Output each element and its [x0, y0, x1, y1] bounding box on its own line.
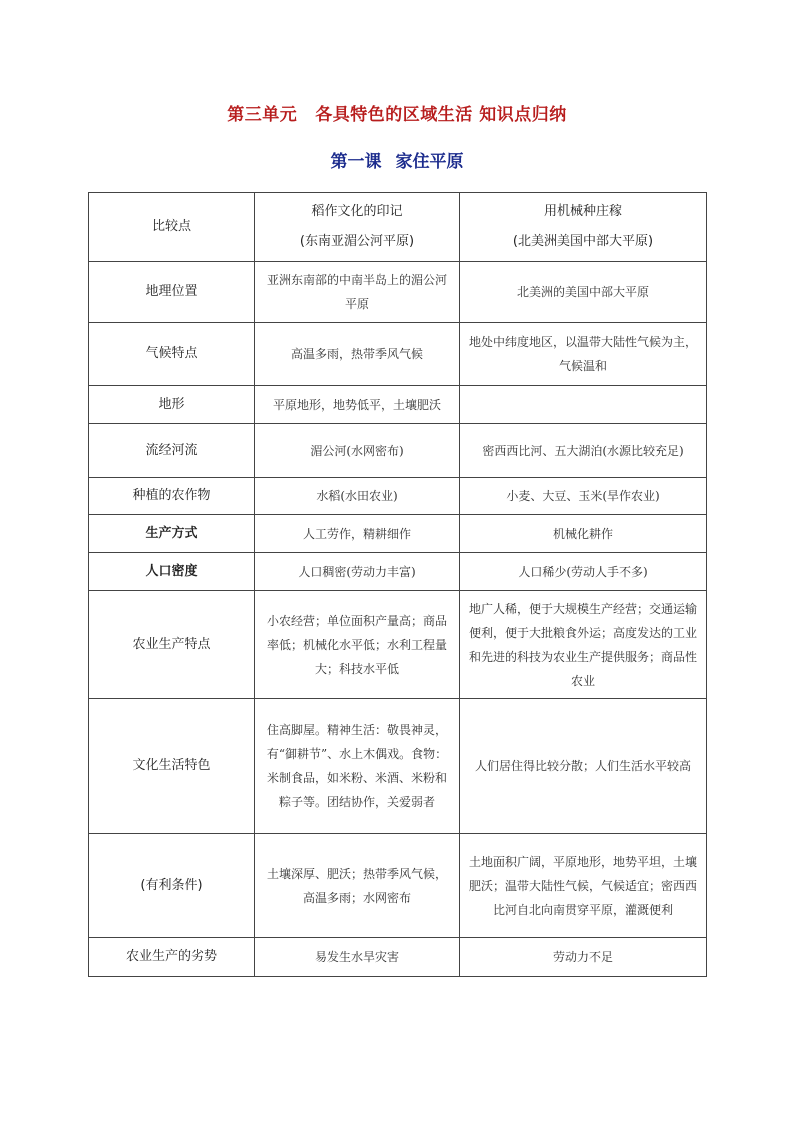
table-row	[89, 262, 707, 323]
cell-mekong: 土壤深厚、肥沃；热带季风气候，高温多雨；水网密布	[255, 834, 460, 938]
unit-topic: 各具特色的区域生活	[315, 105, 473, 125]
row-label: 文化生活特色	[89, 699, 255, 834]
cell-mekong: 水稻(水田农业)	[255, 478, 460, 515]
cell-usa: 劳动力不足	[460, 938, 707, 977]
cell-usa: 密西西比河、五大湖泊(水源比较充足)	[460, 424, 707, 478]
cell-mekong: 高温多雨，热带季风气候	[255, 323, 460, 386]
cell-mekong: 平原地形，地势低平，土壤肥沃	[255, 386, 460, 424]
header-compare: 比较点	[89, 193, 255, 262]
row-label: (有利条件)	[89, 834, 255, 938]
row-label: 地理位置	[89, 262, 255, 323]
cell-usa: 地处中纬度地区，以温带大陆性气候为主，气候温和	[460, 323, 707, 386]
header-col1-region: (东南亚湄公河平原)	[299, 234, 415, 249]
cell-usa: 土地面积广阔，平原地形，地势平坦，土壤肥沃；温带大陆性气候，气候适宜；密西西比河自北向南贯穿平原，灌溉便利	[460, 834, 707, 938]
lesson-name: 家住平原	[395, 152, 464, 172]
table-row	[89, 553, 707, 591]
table-row	[89, 386, 707, 424]
row-label: 种植的农作物	[89, 478, 255, 515]
unit-label: 第三单元	[227, 105, 298, 125]
header-col2-title: 用机械种庄稼	[543, 204, 622, 219]
page-title	[0, 100, 794, 125]
table-row	[89, 478, 707, 515]
cell-mekong: 易发生水旱灾害	[255, 938, 460, 977]
row-label: 农业生产的劣势	[89, 938, 255, 977]
table-row	[89, 834, 707, 938]
cell-mekong: 小农经营；单位面积产量高；商品率低；机械化水平低；水利工程量大；科技水平低	[255, 591, 460, 699]
cell-mekong: 亚洲东南部的中南半岛上的湄公河平原	[255, 262, 460, 323]
cell-mekong: 湄公河(水网密布)	[255, 424, 460, 478]
cell-usa: 人们居住得比较分散；人们生活水平较高	[460, 699, 707, 834]
cell-mekong: 人工劳作，精耕细作	[255, 515, 460, 553]
cell-mekong: 人口稠密(劳动力丰富)	[255, 553, 460, 591]
row-label: 气候特点	[89, 323, 255, 386]
header-col2	[460, 193, 707, 262]
comparison-table	[88, 192, 707, 977]
cell-usa: 机械化耕作	[460, 515, 707, 553]
header-col1-title: 稻作文化的印记	[311, 204, 403, 219]
table-row	[89, 424, 707, 478]
cell-usa: 北美洲的美国中部大平原	[460, 262, 707, 323]
row-label: 生产方式	[89, 515, 255, 553]
lesson-title	[0, 147, 794, 172]
row-label: 农业生产特点	[89, 591, 255, 699]
table-header-row	[89, 193, 707, 262]
lesson-number: 第一课	[330, 152, 382, 172]
table-row	[89, 515, 707, 553]
cell-mekong: 住高脚屋。精神生活：敬畏神灵，有“御耕节”、水上木偶戏。食物：米制食品，如米粉、米酒、米粉和粽子等。团结协作，关爱弱者	[255, 699, 460, 834]
title-suffix: 知识点归纳	[479, 105, 567, 125]
cell-usa: 小麦、大豆、玉米(旱作农业)	[460, 478, 707, 515]
table-row	[89, 323, 707, 386]
row-label: 地形	[89, 386, 255, 424]
table-row	[89, 591, 707, 699]
row-label: 人口密度	[89, 553, 255, 591]
table-row	[89, 699, 707, 834]
table-row	[89, 938, 707, 977]
cell-usa: 人口稀少(劳动人手不多)	[460, 553, 707, 591]
cell-usa: 地广人稀，便于大规模生产经营；交通运输便利，便于大批粮食外运；高度发达的工业和先进的科技为农业生产提供服务；商品性农业	[460, 591, 707, 699]
row-label: 流经河流	[89, 424, 255, 478]
header-col1	[255, 193, 460, 262]
cell-usa	[460, 386, 707, 424]
header-col2-region: (北美洲美国中部大平原)	[512, 234, 654, 249]
